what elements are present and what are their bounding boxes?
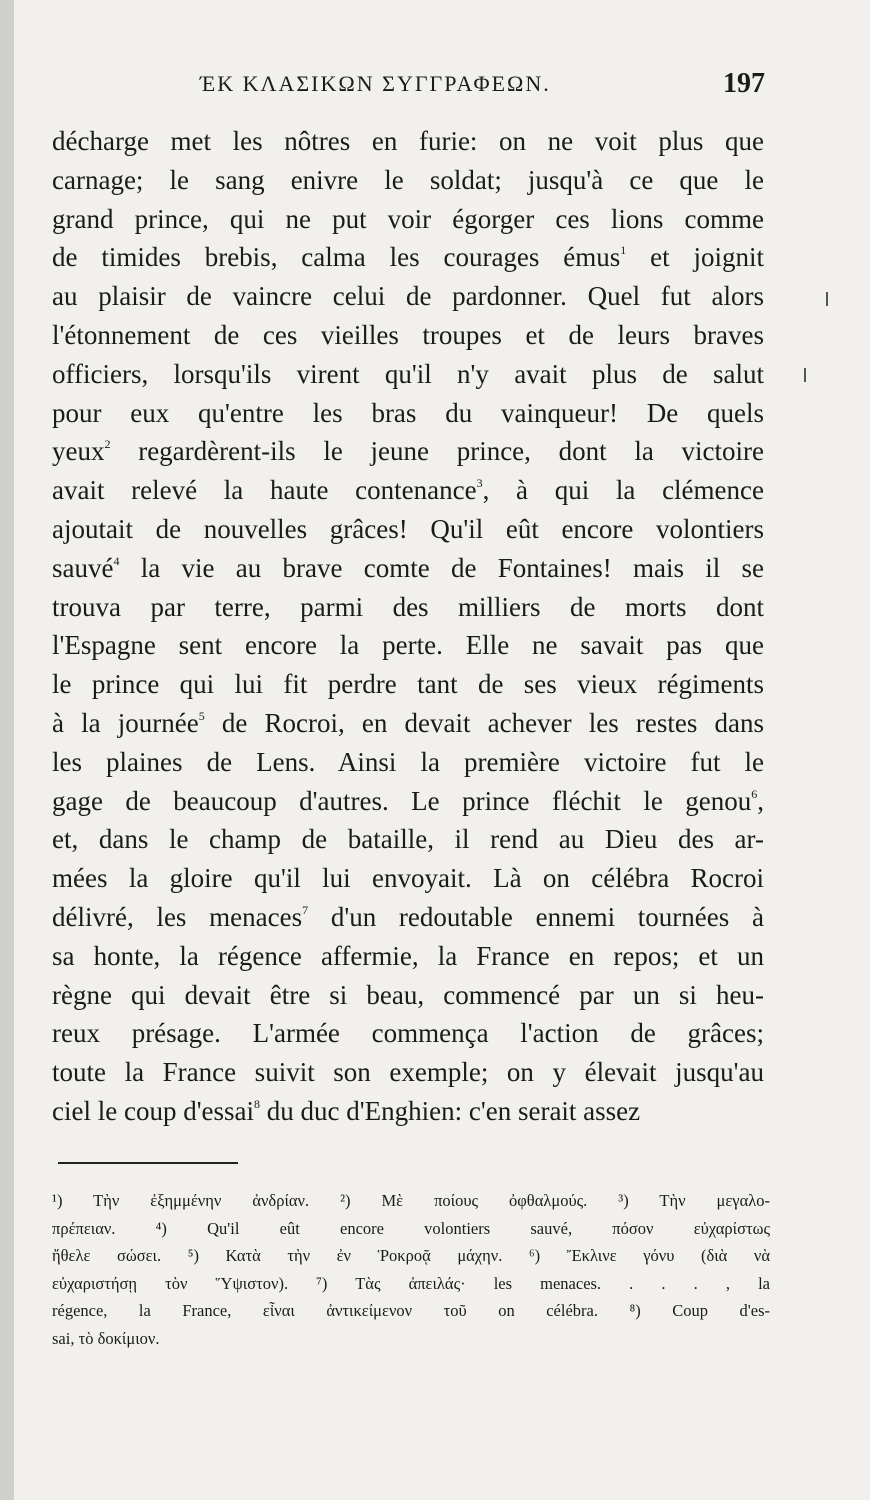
text-line: les plaines de Lens. Ainsi la première victoire fut le	[52, 746, 764, 777]
footnote-ref: 2	[104, 437, 111, 452]
text-line: sauvé$^4$ la vie au brave comte de Fontaines! mais il se	[52, 552, 764, 583]
footnote-ref: 3	[476, 476, 483, 491]
text-line: ajoutait de nouvelles grâces! Qu'il eût encore volontiers	[52, 513, 764, 544]
text-line: trouva par terre, parmi des milliers de morts dont	[52, 591, 764, 622]
footnote-line: πρέπειαν. ⁴) Qu'il eût encore volontiers sauvé, πόσον εὐχαρίστως	[52, 1218, 770, 1238]
text-line: toute la France suivit son exemple; on y élevait jusqu'au	[52, 1057, 764, 1088]
footnote-line: ἤθελε σώσει. ⁵) Κατὰ τὴν ἐν Ῥοκροᾷ μάχην. ⁶) Ἔκλινε γόνυ (διὰ νὰ	[52, 1246, 770, 1266]
margin-mark	[826, 292, 828, 306]
running-title: ΈΚ ΚΛΑΣΙΚΩΝ ΣΥΓΓΡΑΦΕΩΝ.	[200, 71, 551, 96]
text-line: mées la gloire qu'il lui envoyait. Là on célébra Rocroi	[52, 863, 764, 894]
text-line: le prince qui lui fit perdre tant de ses vieux régiments	[52, 669, 764, 700]
footnote-ref: 6	[751, 786, 758, 801]
main-text	[52, 122, 764, 1131]
footnote-ref: 5	[198, 708, 205, 723]
footnote-ref: 1	[620, 243, 627, 258]
text-line: délivré, les menaces$^7$ d'un redoutable ennemi tournées à	[52, 901, 764, 932]
text-line: l'étonnement de ces vieilles troupes et de leurs braves	[52, 319, 764, 350]
footnotes	[52, 1187, 770, 1353]
footnote-rule	[58, 1162, 238, 1164]
text-line: et, dans le champ de bataille, il rend au Dieu des ar-	[52, 824, 764, 855]
text-line: pour eux qu'entre les bras du vainqueur! De quels	[52, 397, 764, 428]
text-line: de timides brebis, calma les courages émus$^1$ et joignit	[52, 242, 764, 273]
footnote-line: ¹) Τὴν ἐξημμένην ἀνδρίαν. ²) Μὲ ποίους ὀφθαλμούς. ³) Τὴν μεγαλο-	[52, 1191, 770, 1210]
footnote-line: sai, τὸ δοκίμιον.	[52, 1328, 160, 1348]
text-line: grand prince, qui ne put voir égorger ces lions comme	[52, 203, 764, 234]
text-line: gage de beaucoup d'autres. Le prince fléchit le genou$^6$,	[52, 785, 764, 816]
margin-mark	[804, 368, 806, 382]
text-line: l'Espagne sent encore la perte. Elle ne savait pas que	[52, 630, 764, 661]
footnote-line: εὐχαριστήσῃ τὸν Ὕψιστον). ⁷) Τὰς ἀπειλάς· les menaces. . . . , la	[52, 1273, 770, 1293]
page-header	[200, 66, 765, 102]
text-line: sa honte, la régence affermie, la France en repos; et un	[52, 940, 764, 971]
text-line: au plaisir de vaincre celui de pardonner. Quel fut alors	[52, 281, 764, 312]
text-line: carnage; le sang enivre le soldat; jusqu'à ce que le	[52, 164, 764, 195]
footnote-line: régence, la France, εἶναι ἀντικείμενον τοῦ on célébra. ⁸) Coup d'es-	[52, 1301, 770, 1321]
text-line: règne qui devait être si beau, commencé par un si heu-	[52, 979, 764, 1010]
footnote-ref: 7	[302, 902, 309, 917]
page-number: 197	[723, 68, 765, 99]
text-line: officiers, lorsqu'ils virent qu'il n'y avait plus de salut	[52, 358, 764, 389]
text-line: décharge met les nôtres en furie: on ne voit plus que	[52, 126, 764, 156]
text-line: à la journée$^5$ de Rocroi, en devait achever les restes dans	[52, 707, 764, 738]
footnote-ref: 8	[254, 1096, 261, 1111]
text-line: yeux$^2$ regardèrent-ils le jeune prince, dont la victoire	[52, 436, 764, 467]
text-line: reux présage. L'armée commença l'action de grâces;	[52, 1018, 764, 1049]
footnote-ref: 4	[113, 553, 120, 568]
text-line: ciel le coup d'essai$^8$ du duc d'Enghien: c'en serait assez	[52, 1095, 641, 1126]
page-gutter	[0, 0, 14, 1500]
text-line: avait relevé la haute contenance$^3$, à qui la clémence	[52, 475, 764, 506]
